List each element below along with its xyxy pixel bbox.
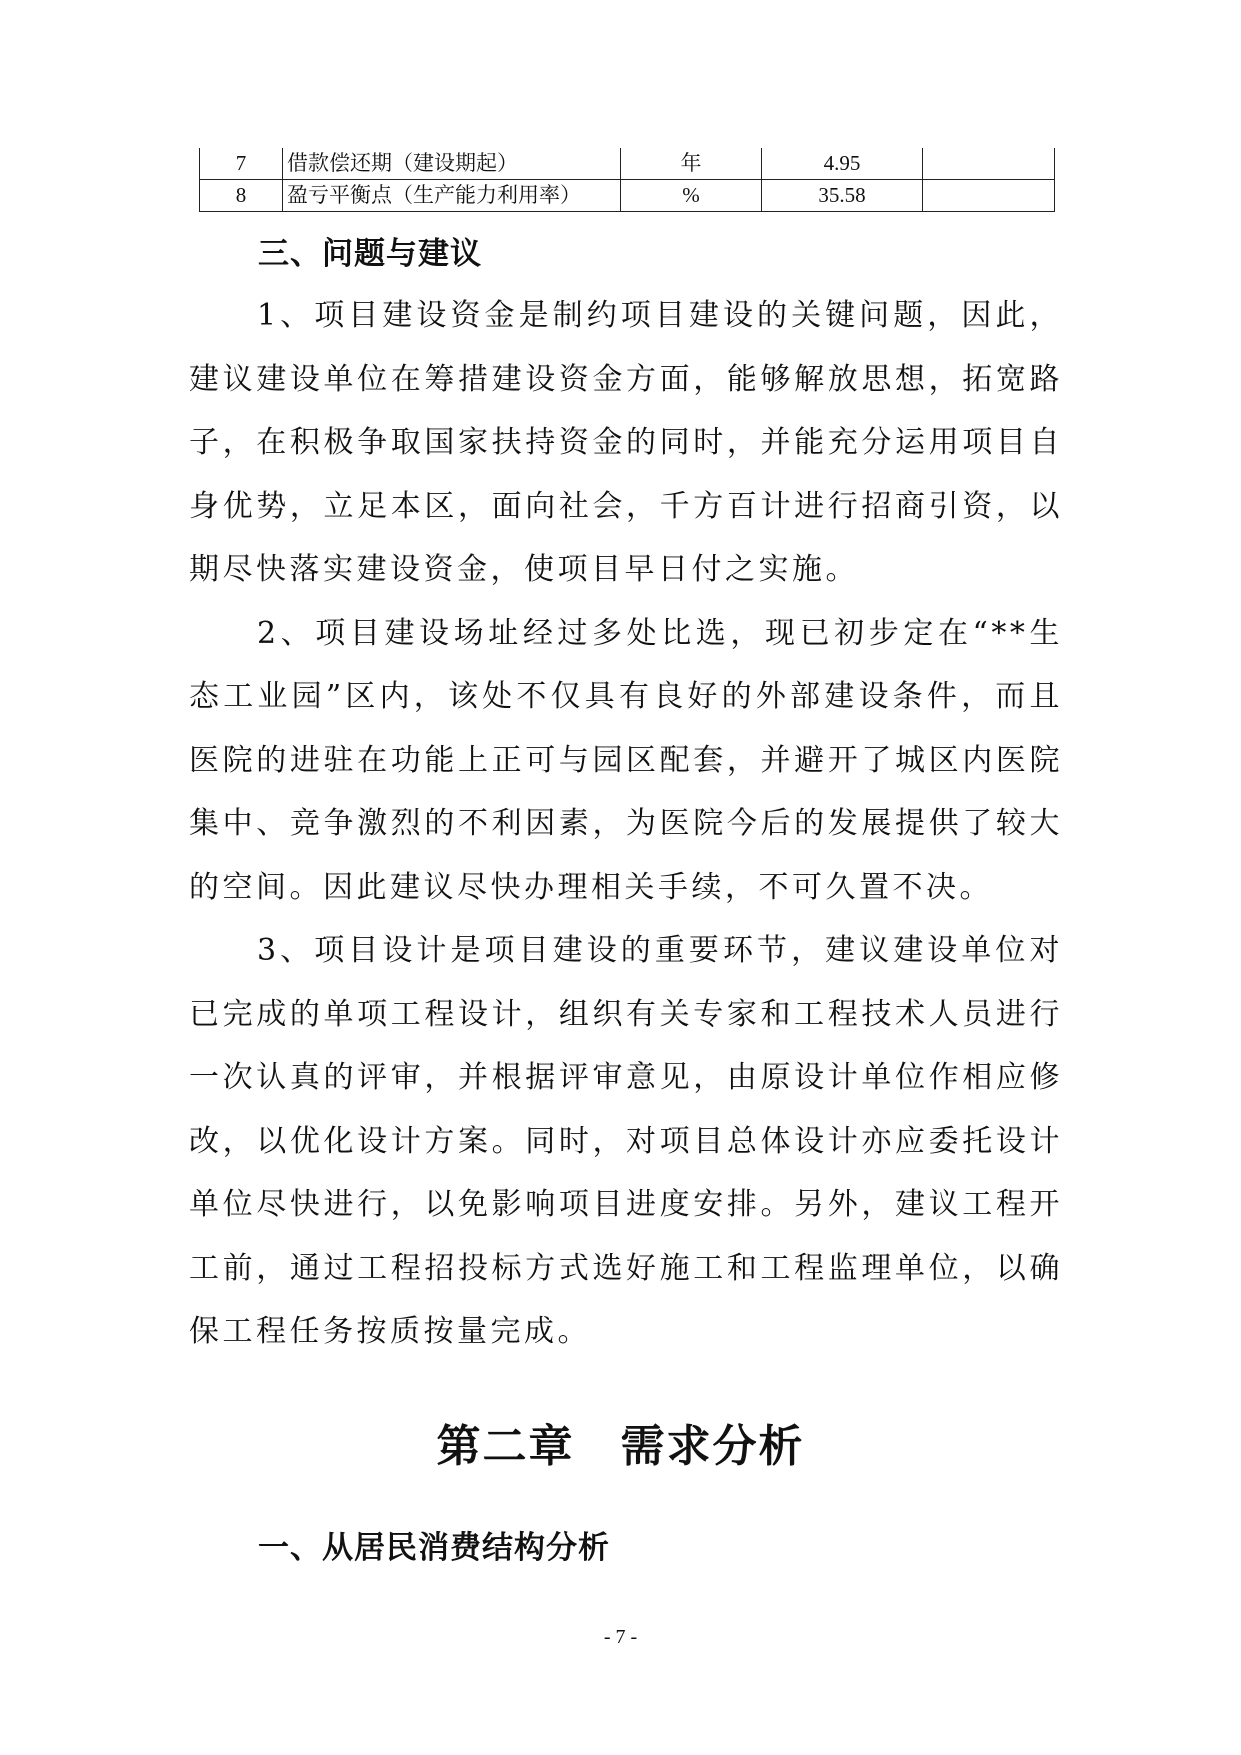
row-number-cell: 8 — [200, 180, 283, 212]
note-cell — [923, 148, 1055, 180]
value-cell: 4.95 — [762, 148, 923, 180]
unit-cell: % — [621, 180, 762, 212]
page-number: - 7 - — [603, 1626, 638, 1648]
row-number-cell: 7 — [200, 148, 283, 180]
indicator-table-body — [199, 148, 1055, 212]
indicator-table — [199, 148, 1055, 212]
unit-cell: 年 — [621, 148, 762, 180]
paragraph: 1、项目建设资金是制约项目建设的关键问题，因此，建议建设单位在筹措建设资金方面，能够解放思想，拓宽路子，在积极争取国家扶持资金的同时，并能充分运用项目自身优势，立足本区，面向社会，千方百计进行招商引资，以期尽快落实建设资金，使项目早日付之实施。 — [189, 298, 1063, 587]
indicator-name-cell: 盈亏平衡点（生产能力利用率） — [283, 180, 621, 212]
subsection-heading: 一、从居民消费结构分析 — [258, 1530, 610, 1566]
note-cell — [923, 180, 1055, 212]
section-body — [189, 284, 1063, 1364]
table-row — [200, 148, 1055, 180]
table-row — [200, 180, 1055, 212]
paragraph: 2、项目建设场址经过多处比选，现已初步定在“**生态工业园”区内，该处不仅具有良好的外部建设条件，而且医院的进驻在功能上正可与园区配套，并避开了城区内医院集中、竞争激烈的不利因素，为医院今后的发展提供了较大的空间。因此建议尽快办理相关手续，不可久置不决。 — [189, 615, 1063, 905]
section-heading: 三、问题与建议 — [258, 236, 482, 272]
chapter-title: 第二章 需求分析 — [436, 1421, 805, 1472]
value-cell: 35.58 — [762, 180, 923, 212]
indicator-name-cell: 借款偿还期（建设期起） — [283, 148, 621, 180]
paragraph: 3、项目设计是项目建设的重要环节，建议建设单位对已完成的单项工程设计，组织有关专家和工程技术人员进行一次认真的评审，并根据评审意见，由原设计单位作相应修改，以优化设计方案。同时，对项目总体设计亦应委托设计单位尽快进行，以免影响项目进度安排。另外，建议工程开工前，通过工程招投标方式选好施工和工程监理单位，以确保工程任务按质按量完成。 — [189, 933, 1063, 1349]
